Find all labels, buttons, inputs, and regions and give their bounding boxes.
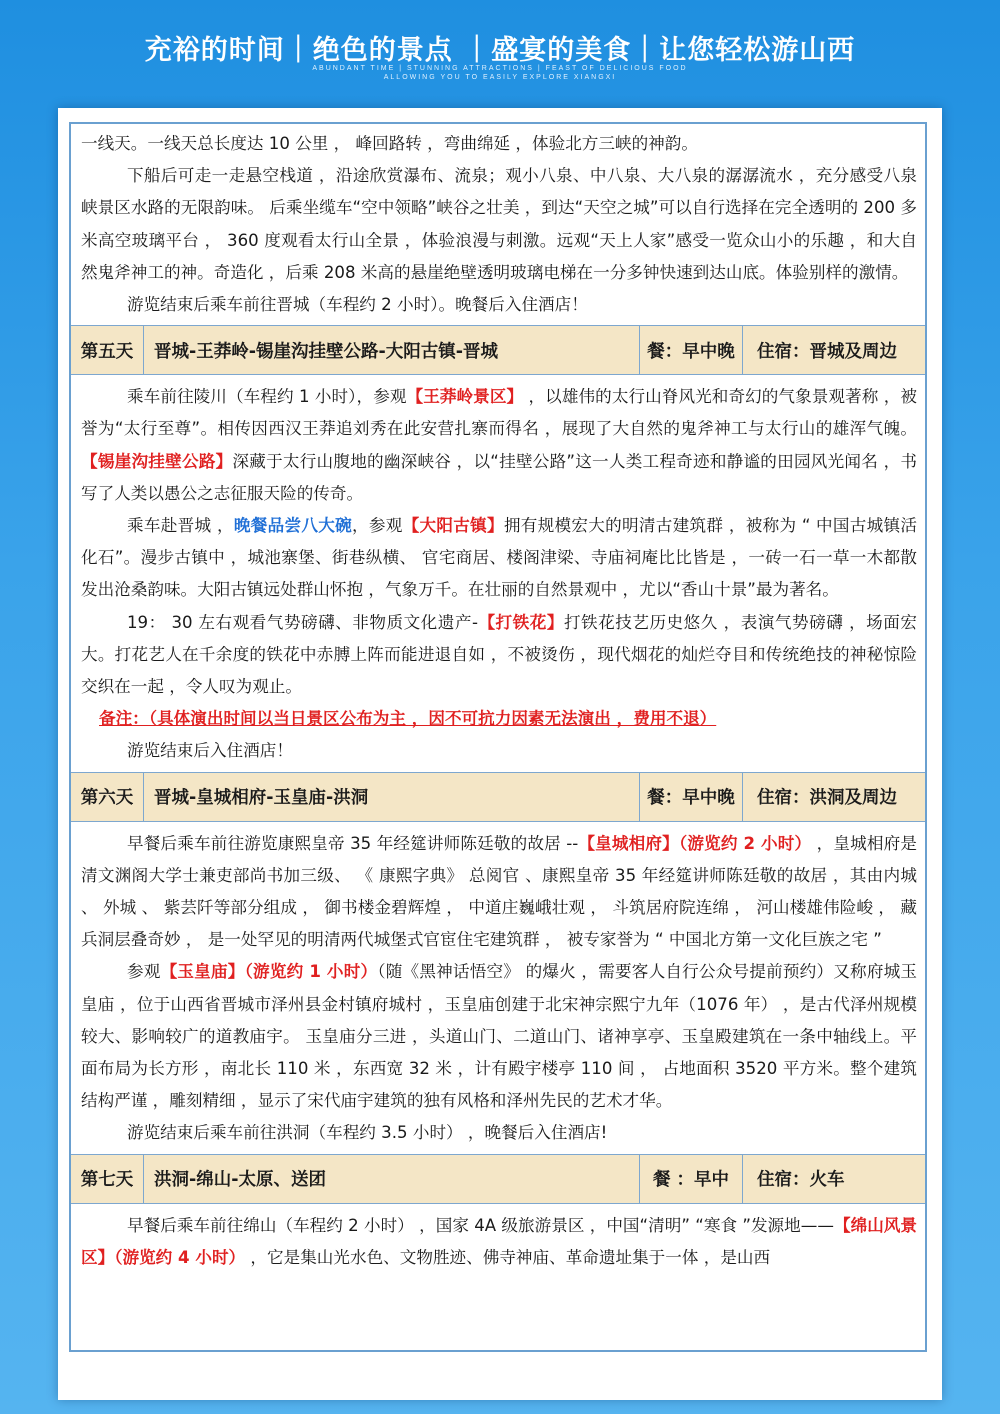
day7-route: 洪洞-绵山-太原、送团 [144,1155,640,1203]
day7-label: 第七天 [71,1155,144,1203]
day6-paragraph-1 [71,828,925,957]
banner-subtitle-line1: ABUNDANT TIME | STUNNING ATTRACTIONS | FEAST OF DELICIOUS FOOD [312,65,688,72]
banner-subtitle-line2: ALLOWING YOU TO EASILY EXPLORE XIANGXI [383,74,617,81]
day5-paragraph-2 [71,510,925,607]
day6-lodging: 住宿：洪洞及周边 [757,788,897,809]
header-banner [0,0,1000,100]
text-segment: 打铁花技艺历史悠久 ，表演气势磅礴 ，场面宏大。打花艺人在千余度的铁花中赤膊上阵而能进退自如 ，不被烫伤 ，现代烟花的灿烂夺目和传统绝技的神秘惊险交织在一起 ，令人叹为观止。 [81,612,917,697]
day7-header-row [71,1154,925,1204]
day5-paragraph-1 [71,381,925,510]
banner-title: 充裕的时间｜绝色的景点 ｜盛宴的美食｜让您轻松游山西 [144,35,856,66]
day5-paragraph-3 [71,607,925,704]
day5-header-row [71,325,925,375]
text-segment: 19： 30 左右观看气势磅礴、非物质文化遗产- [127,612,478,632]
attraction-highlight: 【王莽岭景区】 [406,387,524,407]
attraction-highlight: 【锡崖沟挂壁公路】 [81,451,233,471]
attraction-highlight: 【大阳古镇】 [402,516,504,536]
day6-route: 晋城-皇城相府-玉皇庙-洪洞 [144,773,640,821]
text-segment: ，皇城相府是清文渊阁大学士兼吏部尚书加三级、 《 康熙字典》 总阅官 、康熙皇帝 35 年经筵讲师陈廷敬的故居 ，其由内城 、 外城 、 紫芸阡等部分组成 ， 御书楼金碧辉煌 ， 中道庄巍峨壮观 ， 斗筑居府院连绵 ， 河山楼雄伟险峻 ， 藏兵洞层叠奇妙 ， 是一处罕见的明清两代城堡式官宦住宅建筑群 ， 被专家誉为 “ 中国北方第一文化巨族之宅 ” [81,833,917,950]
day6-paragraph-3: 游览结束后乘车前往洪洞（车程约 3.5 小时） ，晚餐后入住酒店! [127,1123,608,1143]
meal-highlight: 晚餐品尝八大碗 [233,516,352,536]
day7-lodging: 住宿：火车 [757,1170,845,1191]
text-segment: 深藏于太行山腹地的幽深峡谷 ，以“挂壁公路”这一人类工程奇迹和静谧的田园风光闻名 ，书写了人类以愚公之志征服天险的传奇。 [81,451,917,503]
text-segment: 乘车前往陵川（车程约 1 小时），参观 [127,387,407,407]
day6-meals: 餐：早中晚 [640,773,743,821]
intro-paragraph-3: 游览结束后乘车前往晋城（车程约 2 小时）。晚餐后入住酒店！ [127,295,588,315]
text-segment: 参观 [127,962,161,982]
day6-paragraph-2 [71,956,925,1117]
text-segment: ，参观 [351,516,403,536]
text-segment: 拥有规模宏大的明清古建筑群 ，被称为 “ 中国古城镇活化石”。漫步古镇中 ，城池寨堡、街巷纵横、 官宅商居、楼阁津梁、寺庙祠庵比比皆是 ，一砖一石一草一木都散发出沧桑韵味。大阳古镇远处群山怀抱 ，气象万千。在壮丽的自然景观中 ，尤以“香山十景”最为著名。 [81,516,918,600]
attraction-highlight: 【绵山风景区】（游览约 4 小时） [81,1215,917,1267]
text-segment: （随《黑神话悟空》 的爆火 ，需要客人自行公众号提前预约）又称府城玉皇庙 ，位于山西省晋城市泽州县金村镇府城村 ，玉皇庙创建于北宋神宗熙宁九年（1076 年） ，是古代泽州规模较大、影响较广的道教庙宇。 玉皇庙分三进 ，头道山门、二道山门、诸神享亭、玉皇殿建筑在一条中轴线上。平面布局为长方形 ，南北长 110 米 ，东西宽 32 米 ，计有殿宇楼亭 110 间 ， 占地面积 3520 平方米。整个建筑结构严谨 ，雕刻精细 ，显示了宋代庙宇建筑的独有风格和泽州先民的艺术才华。 [81,962,918,1111]
itinerary-page [58,108,942,1400]
day5-meals: 餐：早中晚 [640,326,743,374]
text-segment: 早餐后乘车前往游览康熙皇帝 35 年经筵讲师陈廷敬的故居 -- [127,833,579,853]
intro-paragraph-1: 一线天。一线天总长度达 10 公里 ， 峰回路转 ，弯曲绵延 ，体验北方三峡的神韵。 [81,134,698,153]
day5-lodging: 住宿：晋城及周边 [757,341,897,362]
day6-label: 第六天 [71,773,144,821]
intro-paragraph-2: 下船后可走一走悬空栈道 ，沿途欣赏瀑布、流泉；观小八泉、中八泉、大八泉的潺潺流水 ，充分感受八泉峡景区水路的无限韵味。 后乘坐缆车“空中领略”峡谷之壮美 ，到达“天空之城”可以自行选择在完全透明的 200 多米高空玻璃平台 ， 360 度观看太行山全景 ，体验浪漫与刺激。远观“天上人家”感受一览众山小的乐趣 ，和大自然鬼斧神工的神。奇造化 ，后乘 208 米高的悬崖绝壁透明玻璃电梯在一分多钟快速到达山底。体验别样的激情。 [81,166,917,282]
day5-label: 第五天 [71,326,144,374]
attraction-highlight: 【玉皇庙】（游览约 1 小时） [160,962,378,982]
text-segment: 早餐后乘车前往绵山（车程约 2 小时） ，国家 4A 级旅游景区 ，中国“清明” “寒食 ”发源地—— [127,1215,834,1235]
day5-note [71,703,925,735]
text-segment: 乘车赴晋城 ， [127,516,234,536]
day5-route: 晋城-王莽岭-锡崖沟挂壁公路-大阳古镇-晋城 [144,326,640,374]
day7-meals: 餐 ：早中 [640,1155,743,1203]
day5-paragraph-4: 游览结束后入住酒店！ [127,741,293,761]
itinerary-frame [69,122,927,1352]
note-text: 备注：（具体演出时间以当日景区公布为主 ，因不可抗力因素无法演出 ，费用不退） [99,709,717,729]
attraction-highlight: 【打铁花】 [477,612,564,632]
text-segment: ，它是集山光水色、文物胜迹、佛寺神庙、革命遗址集于一体 ，是山西 [245,1247,771,1267]
day7-paragraph-1 [71,1210,925,1274]
day6-header-row [71,772,925,822]
attraction-highlight: 【皇城相府】（游览约 2 小时） [578,833,812,853]
text-segment: ，以雄伟的太行山脊风光和奇幻的气象景观著称 ，被誉为“太行至尊”。相传因西汉王莽追刘秀在此安营扎寨而得名 ，展现了大自然的鬼斧神工与太行山的雄浑气魄。 [81,387,917,439]
